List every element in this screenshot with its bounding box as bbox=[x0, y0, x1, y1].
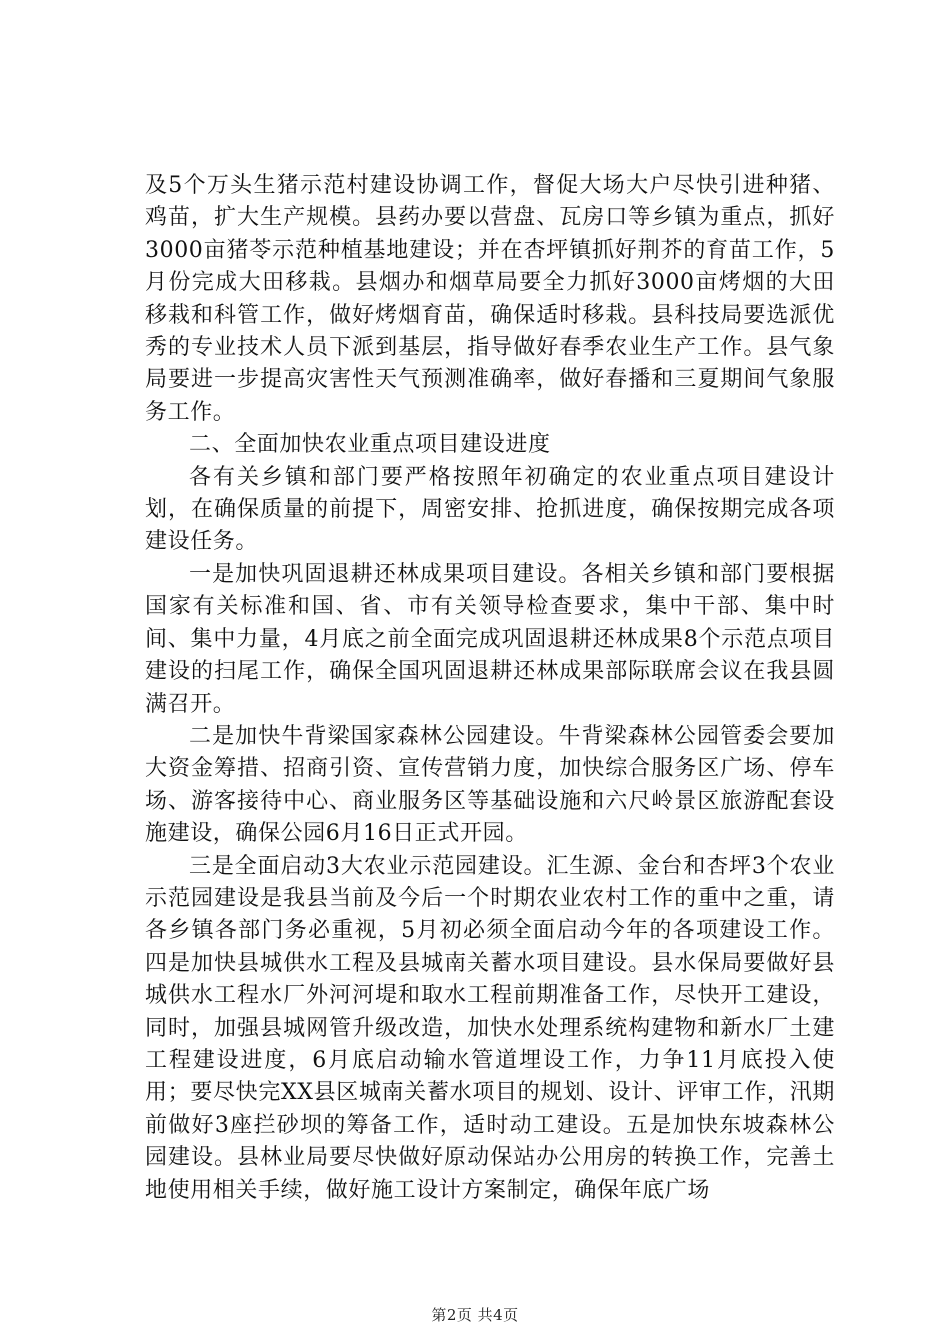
page-number-footer: 第2页 共4页 bbox=[431, 1306, 519, 1324]
paragraph-2: 各有关乡镇和部门要严格按照年初确定的农业重点项目建设计划，在确保质量的前提下，周密安排、抢抓进度，确保按期完成各项建设任务。 bbox=[145, 464, 835, 555]
document-body bbox=[145, 170, 835, 1207]
section-heading: 二、全面加快农业重点项目建设进度 bbox=[189, 432, 551, 458]
paragraph-5: 三是全面启动3大农业示范园建设。汇生源、金台和杏坪3个农业示范园建设是我县当前及今后一个时期农业农村工作的重中之重，请各乡镇各部门务必重视，5月初必须全面启动今年的各项建设工作。四是加快县城供水工程及县城南关蓄水项目建设。县水保局要做好县城供水工程水厂外河河堤和取水工程前期准备工作，尽快开工建设，同时，加强县城网管升级改造，加快水处理系统构建物和新水厂土建工程建设进度，6月底启动输水管道埋设工作，力争11月底投入使用；要尽快完XX县区城南关蓄水项目的规划、设计、评审工作，汛期前做好3座拦砂坝的筹备工作，适时动工建设。五是加快东坡森林公园建设。县林业局要尽快做好原动保站办公用房的转换工作，完善土地使用相关手续，做好施工设计方案制定，确保年底广场 bbox=[145, 853, 835, 1203]
paragraph-3: 一是加快巩固退耕还林成果项目建设。各相关乡镇和部门要根据国家有关标准和国、省、市有关领导检查要求，集中干部、集中时间、集中力量，4月底之前全面完成巩固退耕还林成果8个示范点项目建设的扫尾工作，确保全国巩固退耕还林成果部际联席会议在我县圆满召开。 bbox=[145, 561, 835, 717]
paragraph-4: 二是加快牛背梁国家森林公园建设。牛背梁森林公园管委会要加大资金筹措、招商引资、宣传营销力度，加快综合服务区广场、停车场、游客接待中心、商业服务区等基础设施和六尺岭景区旅游配套设施建设，确保公园6月16日正式开园。 bbox=[145, 723, 835, 847]
paragraph-1: 及5个万头生猪示范村建设协调工作，督促大场大户尽快引进种猪、鸡苗，扩大生产规模。县药办要以营盘、瓦房口等乡镇为重点，抓好3000亩猪苓示范种植基地建设；并在杏坪镇抓好荆芥的育苗工作，5月份完成大田移栽。县烟办和烟草局要全力抓好3000亩烤烟的大田移栽和科管工作，做好烤烟育苗，确保适时移栽。县科技局要选派优秀的专业技术人员下派到基层，指导做好春季农业生产工作。县气象局要进一步提高灾害性天气预测准确率，做好春播和三夏期间气象服务工作。 bbox=[145, 173, 835, 425]
